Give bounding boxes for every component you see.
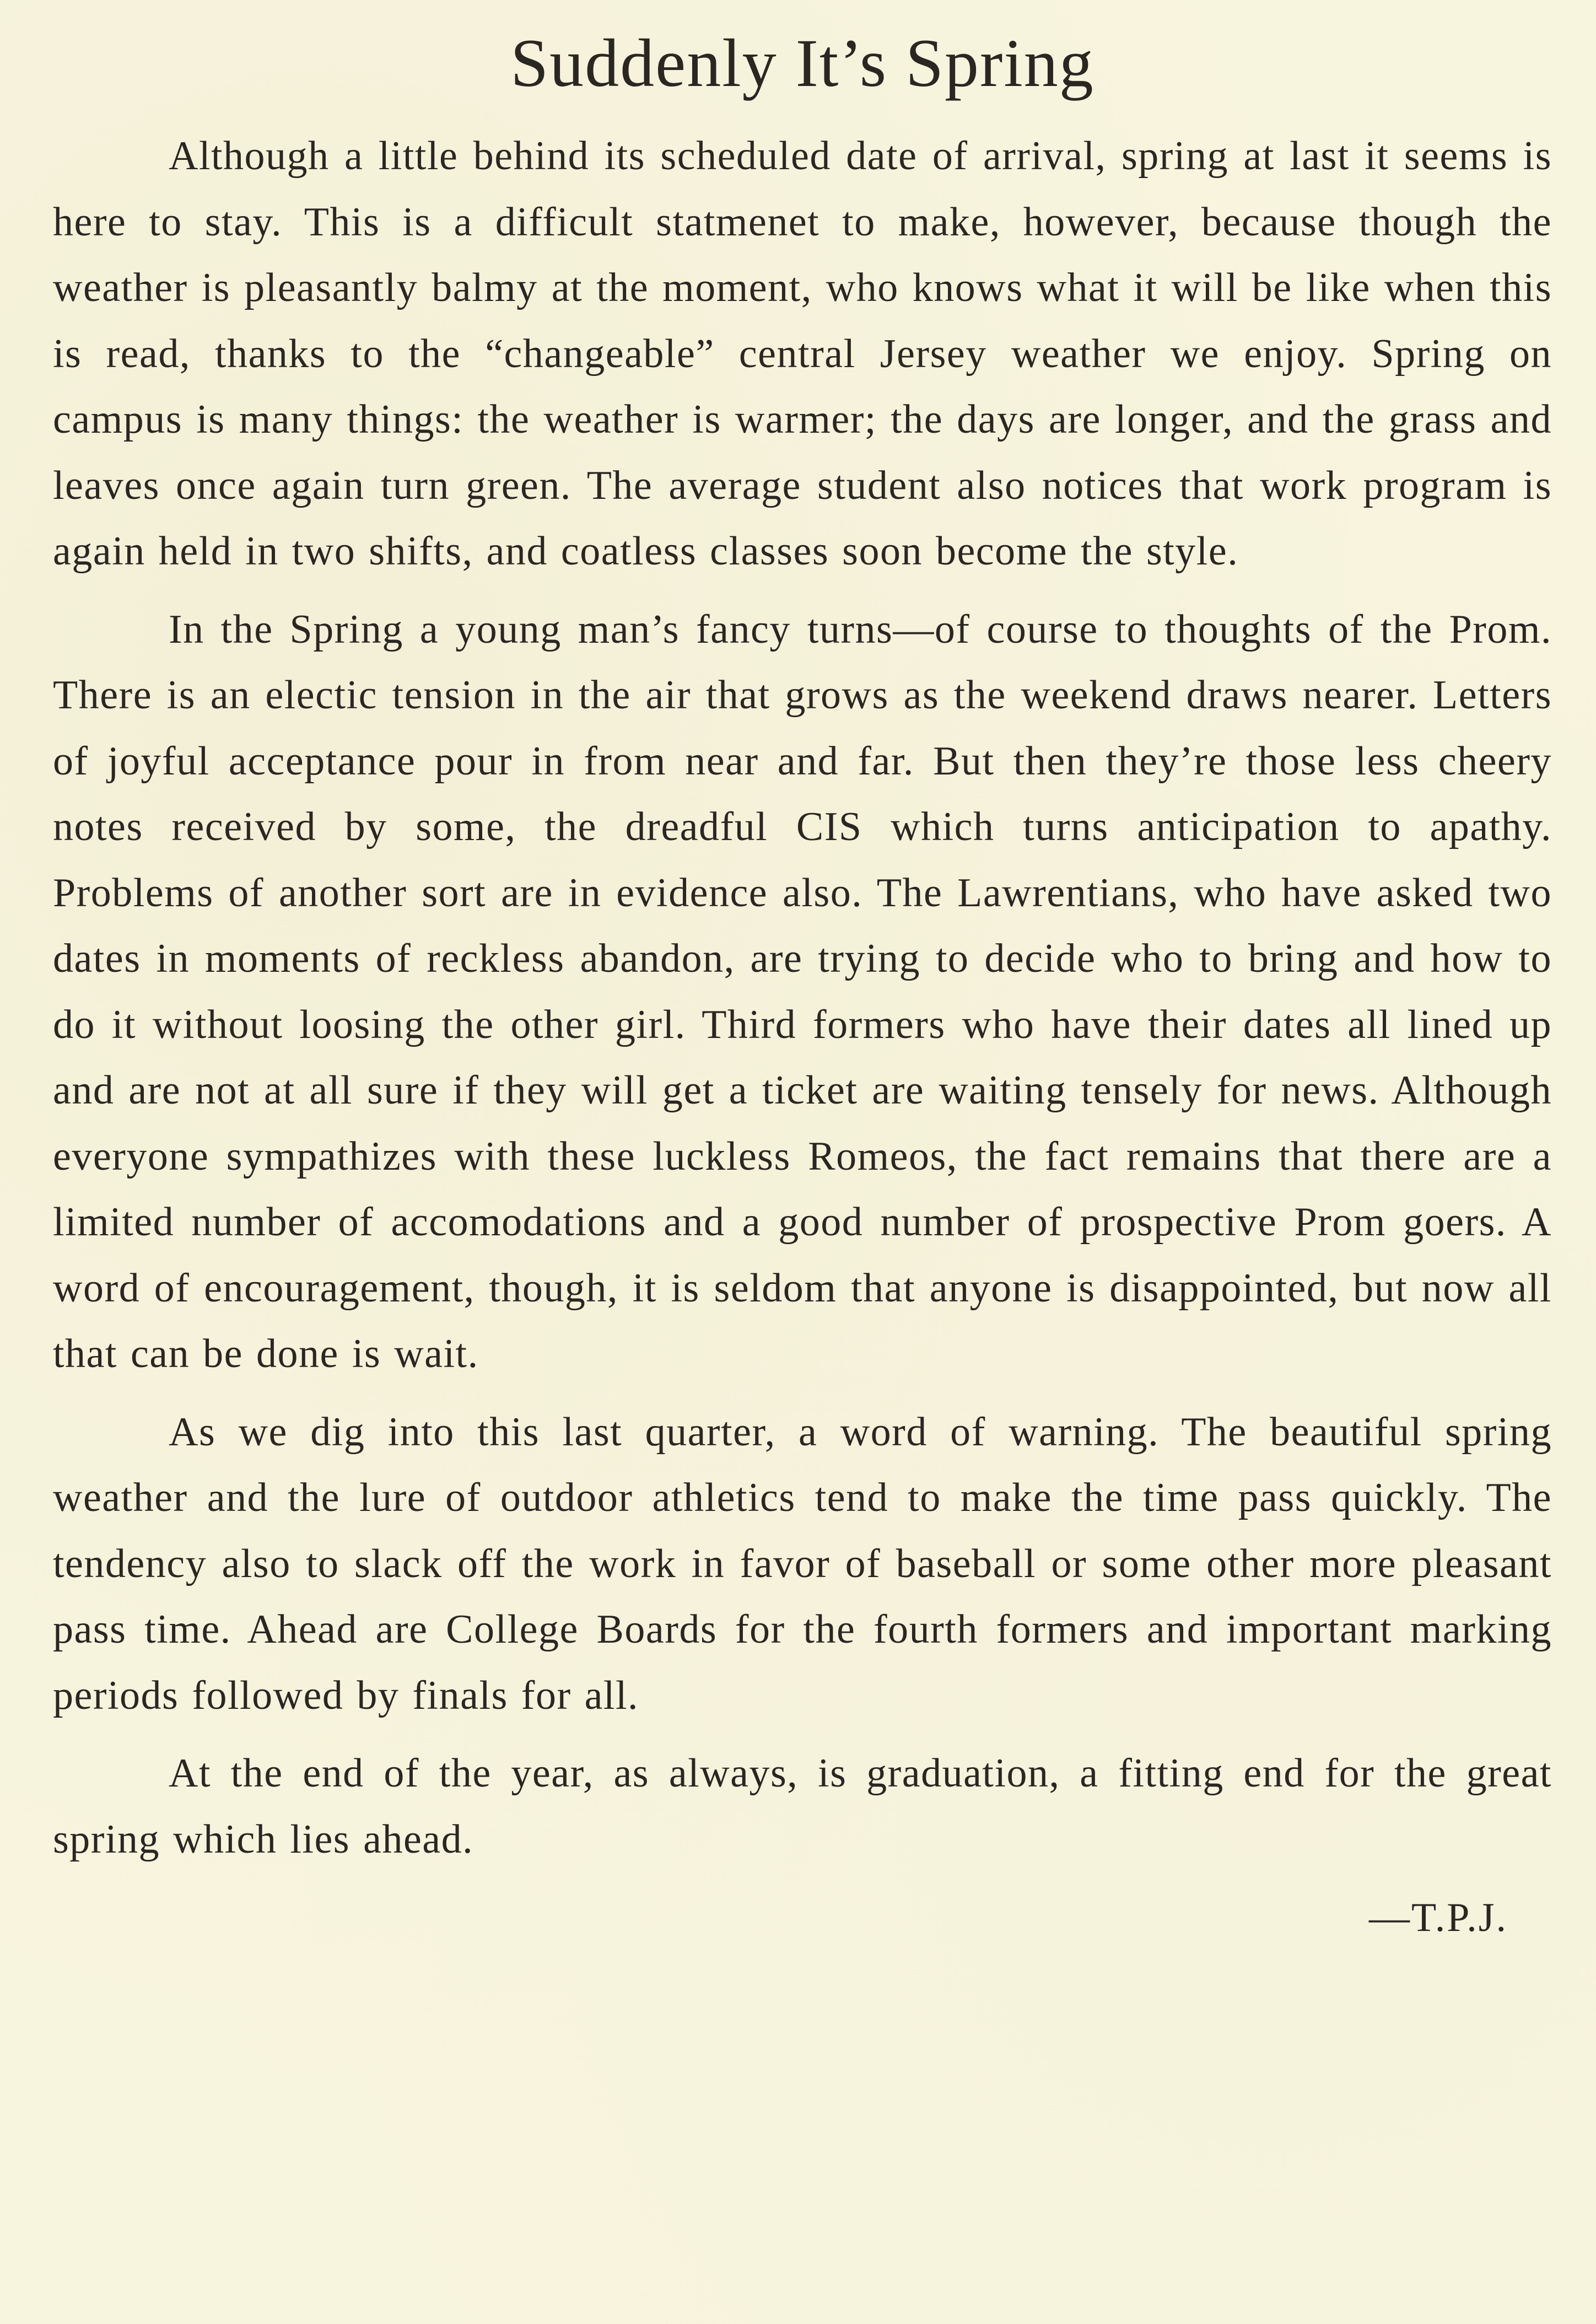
- paragraph-spring-arrival: Although a little behind its scheduled date of arrival, spring at last it seems is here to stay. This is a difficult statmenet to make, however, because though the weather is pleasantly balmy at the moment, who knows what it will be like when this is read, thanks to the “changeable” central Jersey weather we enjoy. Spring on campus is many things: the weather is warmer; the days are longer, and the grass and leaves once again turn green. The average student also notices that work program is again held in two shifts, and coatless classes soon become the style.: [53, 133, 1552, 574]
- paragraph-graduation: At the end of the year, as always, is graduation, a fitting end for the great spring which lies ahead.: [53, 1751, 1552, 1862]
- paragraph-prom: In the Spring a young man’s fancy turns—of course to thoughts of the Prom. There is an electic tension in the air that grows as the weekend draws nearer. Letters of joyful acceptance pour in from near and far. But then they’re those less cheery notes received by some, the dreadful CIS which turns anticipation to apathy. Problems of another sort are in evidence also. The Lawrentians, who have asked two dates in moments of reckless abandon, are trying to decide who to bring and how to do it without loosing the other girl. Third formers who have their dates all lined up and are not at all sure if they will get a ticket are waiting tensely for news. Although everyone sympathizes with these luckless Romeos, the fact remains that there are a limited number of accomodations and a good number of prospective Prom goers. A word of encouragement, though, it is seldom that anyone is disappointed, but now all that can be done is wait.: [53, 606, 1552, 1376]
- document-page: [53, 22, 1552, 1951]
- paragraph-last-quarter-warning: As we dig into this last quarter, a word of warning. The beautiful spring weather and the lure of outdoor athletics tend to make the time pass quickly. The tendency also to slack off the work in favor of baseball or some other more pleasant pass time. Ahead are College Boards for the fourth formers and important marking periods followed by finals for all.: [53, 1409, 1552, 1718]
- author-signature: —T.P.J.: [1369, 1895, 1508, 1940]
- article-title: Suddenly It’s Spring: [510, 25, 1094, 101]
